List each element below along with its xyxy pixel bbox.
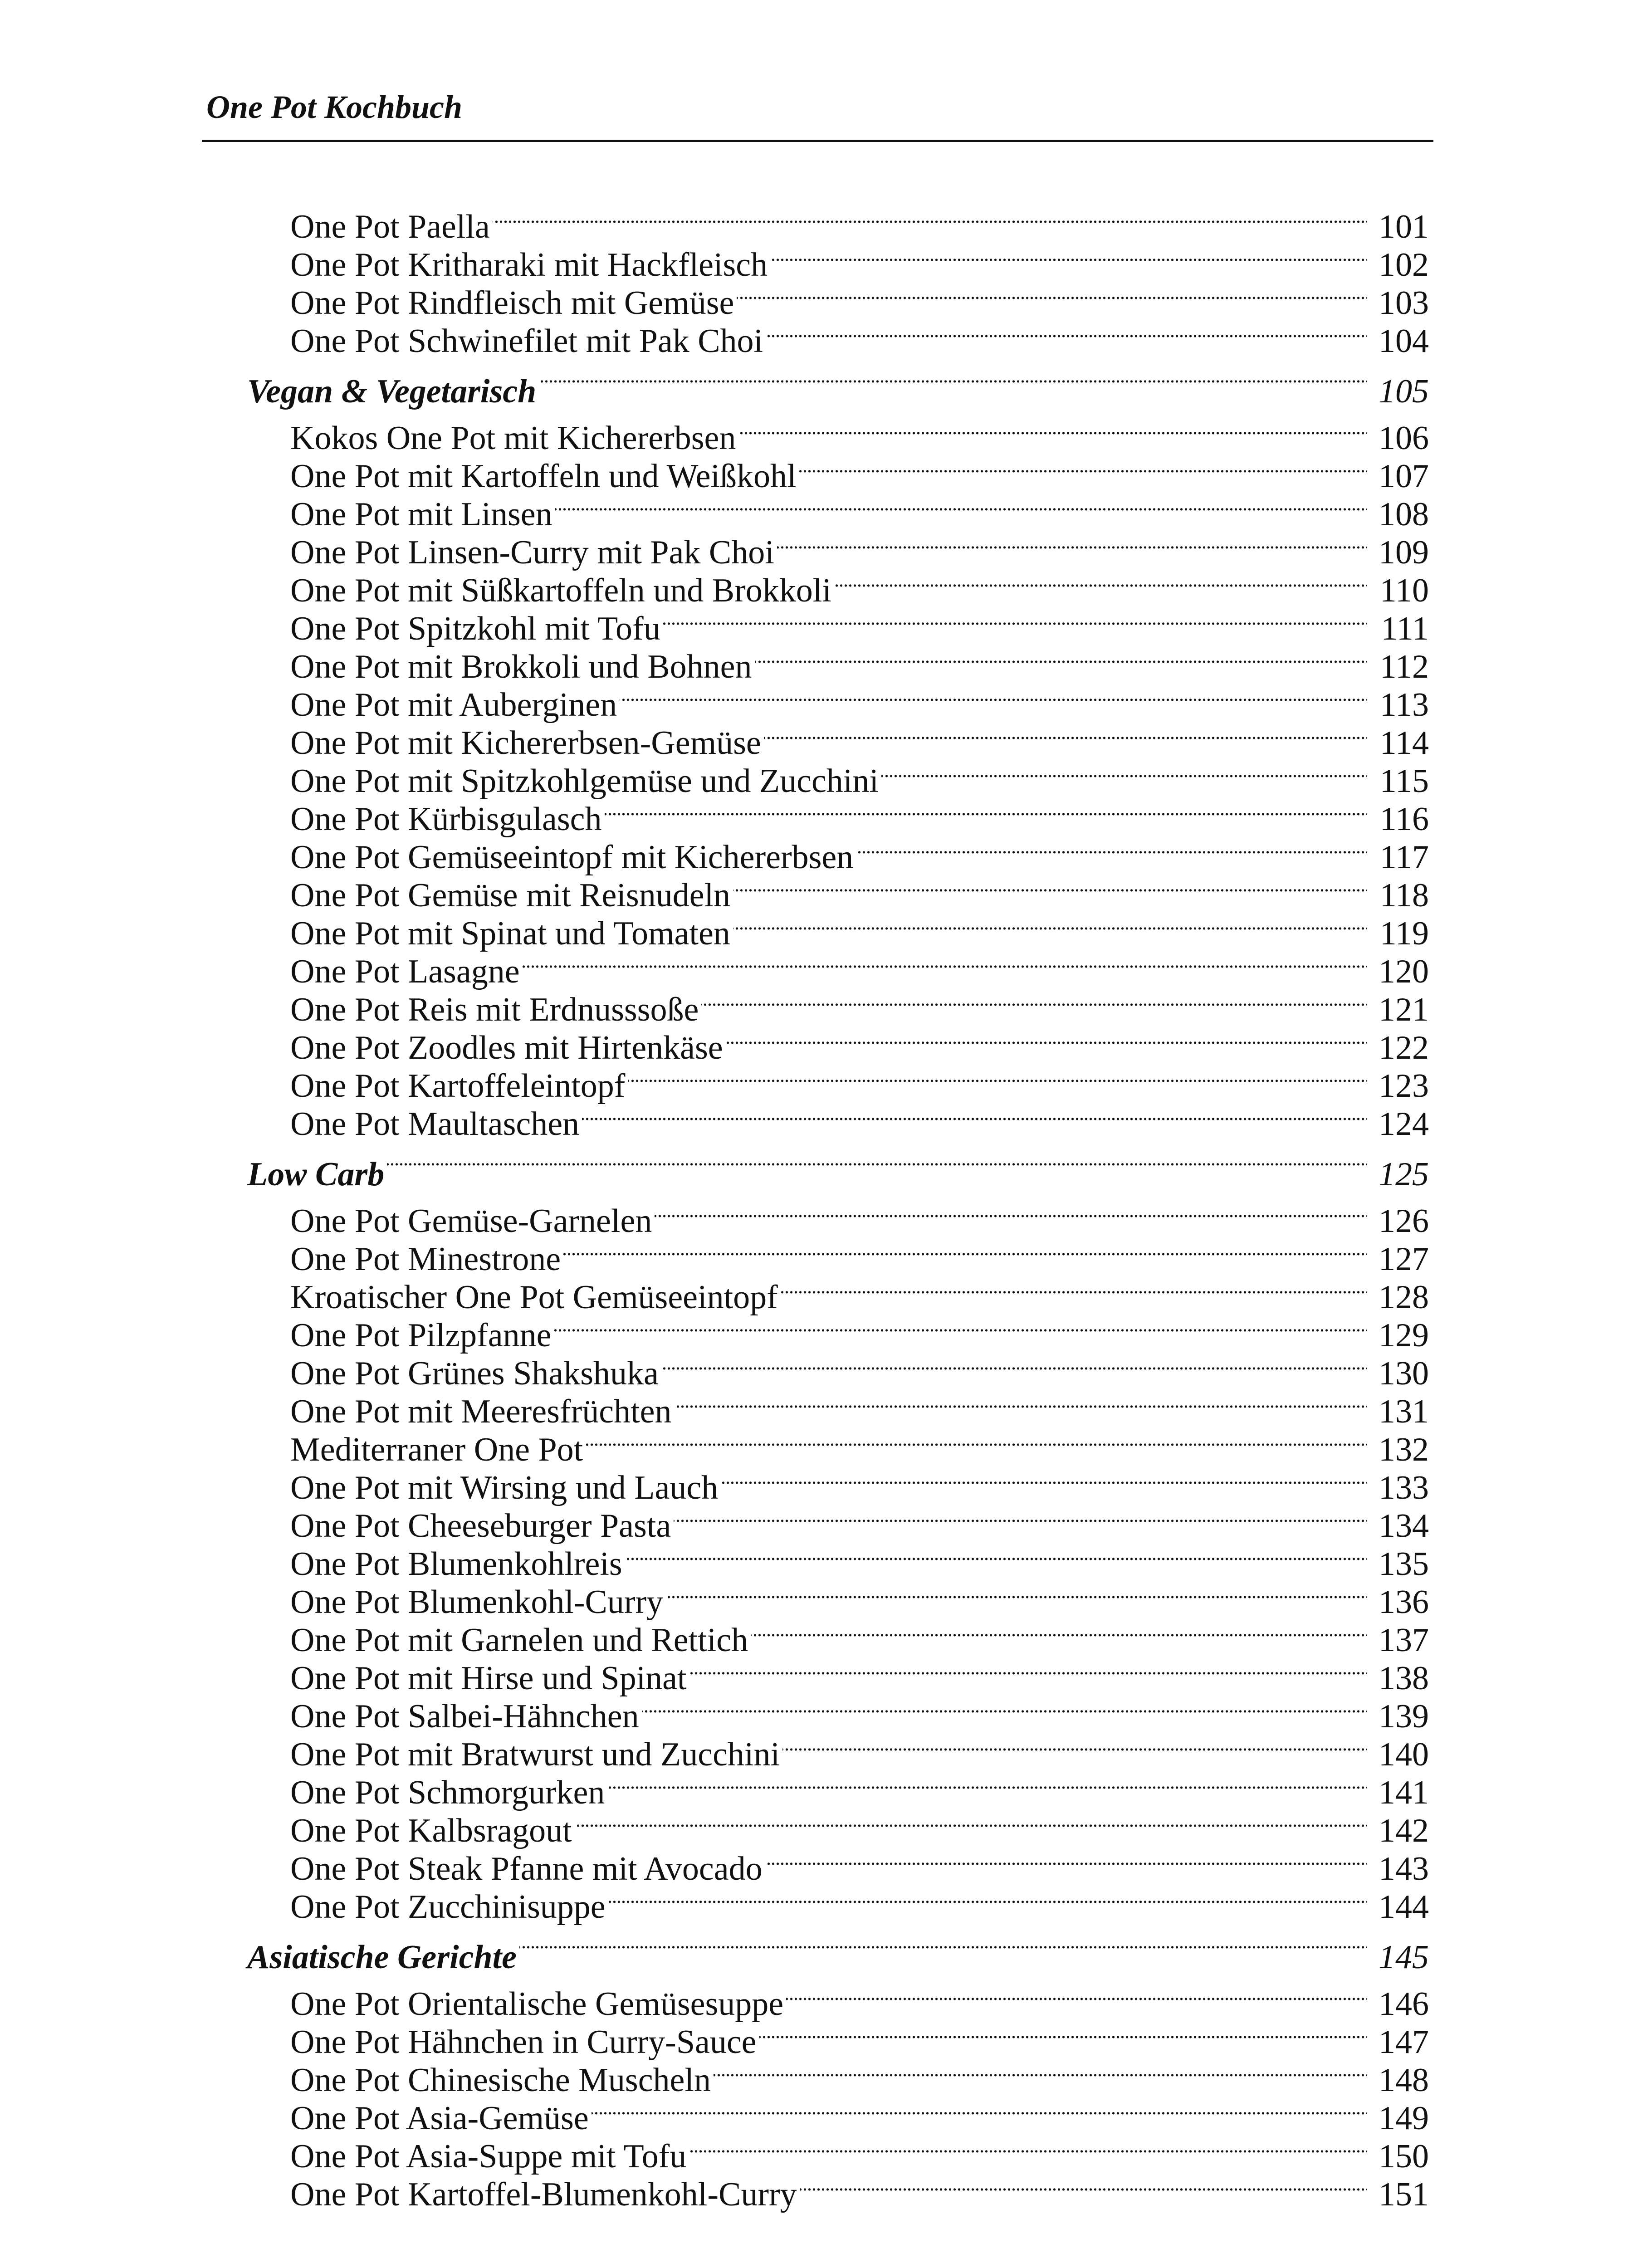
dot-leader [554,1313,1367,1346]
toc-entry-title: One Pot mit Kartoffeln und Weißkohl [290,458,797,495]
toc-entry-title: One Pot Rindfleisch mit Gemüse [290,284,734,322]
dot-leader [493,204,1367,238]
toc-entry-title: One Pot mit Bratwurst und Zucchini [290,1736,780,1773]
toc-entry[interactable] [247,1618,1429,1659]
dot-leader [856,835,1367,868]
toc-entry[interactable] [247,720,1429,762]
toc-entry[interactable] [247,1732,1429,1773]
dot-leader [620,682,1367,716]
toc-page-number: 113 [1379,686,1429,723]
toc-page-number: 135 [1379,1545,1429,1583]
toc-entry[interactable] [247,1389,1429,1430]
toc-entry-title: One Pot mit Linsen [290,496,552,533]
dot-leader [764,720,1367,754]
toc-entry[interactable] [247,2134,1429,2175]
dot-leader [834,568,1367,601]
toc-page-number: 130 [1379,1355,1429,1392]
toc-entry[interactable] [247,2172,1429,2213]
toc-entry[interactable] [247,1275,1429,1316]
toc-entry-title: One Pot mit Kichererbsen-Gemüse [290,724,761,762]
toc-entry[interactable] [247,1427,1429,1468]
dot-leader [733,911,1367,944]
toc-page-number: 128 [1379,1279,1429,1316]
toc-entry-title: One Pot Zucchinisuppe [290,1888,606,1926]
toc-entry-title: One Pot Kartoffeleintopf [290,1067,626,1105]
toc-section-title: Vegan & Vegetarisch [247,373,537,410]
toc-entry-title: Mediterraner One Pot [290,1431,583,1468]
dot-leader [608,1884,1367,1918]
toc-page-number: 148 [1379,2062,1429,2099]
toc-entry-title: One Pot mit Garnelen und Rettich [290,1622,748,1659]
toc-entry[interactable] [247,1656,1429,1697]
toc-page-number: 116 [1379,801,1429,838]
dot-leader [387,1152,1367,1185]
toc-page-number: 127 [1379,1241,1429,1278]
toc-entry-title: One Pot mit Süßkartoffeln und Brokkoli [290,572,831,609]
toc-entry-title: One Pot Blumenkohlreis [290,1545,622,1583]
toc-entry-title: One Pot Maultaschen [290,1105,580,1143]
toc-entry[interactable] [247,1503,1429,1545]
toc-entry-title: One Pot mit Spitzkohlgemüse und Zucchini [290,763,879,800]
toc-section-heading[interactable] [247,1933,1429,1981]
dot-leader [628,1063,1367,1097]
toc-page-number: 107 [1379,458,1429,495]
header-rule [202,140,1433,142]
toc-entry-title: One Pot Lasagne [290,953,520,990]
toc-entry-title: One Pot Reis mit Erdnusssoße [290,991,699,1028]
toc-section [247,367,1429,1143]
toc-page-number: 125 [1379,1156,1429,1193]
toc-page-number: 140 [1379,1736,1429,1773]
toc-page-number: 115 [1379,763,1429,800]
dot-leader [733,873,1367,906]
dot-leader [586,1427,1367,1461]
toc-page-number: 132 [1379,1431,1429,1468]
dot-leader [714,2058,1367,2091]
toc-entry-title: One Pot Chinesische Muscheln [290,2062,711,2099]
toc-page-number: 108 [1379,496,1429,533]
toc-section-title: Asiatische Gerichte [247,1939,517,1976]
dot-leader [519,1935,1367,1968]
toc-entry[interactable] [247,204,1429,245]
toc-entry-title: One Pot Grünes Shakshuka [290,1355,659,1392]
toc-page-number: 111 [1381,610,1429,647]
toc-entry-title: Kroatischer One Pot Gemüseeintopf [290,1279,778,1316]
toc-page-number: 104 [1379,323,1429,360]
dot-leader [800,2172,1367,2205]
toc-entry[interactable] [247,1063,1429,1105]
toc-entry-title: One Pot Linsen-Curry mit Pak Choi [290,534,774,571]
toc-page-number: 106 [1379,420,1429,457]
toc-entry[interactable] [247,949,1429,990]
toc-page-number: 143 [1379,1850,1429,1887]
running-header-title: One Pot Kochbuch [206,89,463,125]
toc-entry-title: One Pot Salbei-Hähnchen [290,1698,639,1735]
toc-entry-title: One Pot Kalbsragout [290,1812,572,1849]
toc-section-heading[interactable] [247,367,1429,415]
toc-entry[interactable] [247,318,1429,360]
dot-leader [555,492,1367,525]
toc-entry-title: One Pot mit Wirsing und Lauch [290,1469,719,1506]
toc-entry-title: One Pot Paella [290,208,490,245]
dot-leader [799,454,1367,487]
toc-section-heading[interactable] [247,1150,1429,1198]
toc-entry[interactable] [247,1770,1429,1811]
toc-page-number: 131 [1379,1393,1429,1430]
toc-page-number: 101 [1379,208,1429,245]
dot-leader [592,2096,1367,2129]
dot-leader [738,415,1367,449]
toc-entry[interactable] [247,568,1429,609]
toc-entry[interactable] [247,1198,1429,1240]
toc-entry[interactable] [247,242,1429,284]
dot-leader [777,530,1367,563]
toc-page-number: 109 [1379,534,1429,571]
toc-section [247,1150,1429,1926]
toc-entry-title: One Pot Gemüseeintopf mit Kichererbsen [290,839,854,876]
dot-leader [605,797,1368,830]
dot-leader [563,1237,1367,1270]
toc-page-number: 110 [1379,572,1429,609]
dot-leader [737,280,1367,314]
dot-leader [881,758,1367,792]
toc-page-number: 112 [1379,648,1429,685]
toc-entry[interactable] [247,1101,1429,1143]
dot-leader [582,1101,1367,1135]
dot-leader [726,1025,1367,1059]
toc-entry[interactable] [247,2096,1429,2137]
dot-leader [661,1351,1367,1384]
toc-entry[interactable] [247,797,1429,838]
toc-page-number: 147 [1379,2024,1429,2061]
toc-page-number: 144 [1379,1888,1429,1926]
dot-leader [781,1275,1367,1308]
toc-entry-title: One Pot mit Spinat und Tomaten [290,915,730,952]
toc-page-number: 129 [1379,1317,1429,1354]
toc-entry[interactable] [247,530,1429,571]
toc-entry-title: One Pot Blumenkohl-Curry [290,1584,664,1621]
toc-entry[interactable] [247,644,1429,685]
dot-leader [770,242,1367,276]
toc-entry[interactable] [247,1351,1429,1392]
toc-entry[interactable] [247,1579,1429,1621]
toc-entry[interactable] [247,758,1429,800]
toc-entry[interactable] [247,911,1429,952]
dot-leader [755,644,1368,678]
toc-entry[interactable] [247,454,1429,495]
toc-page-number: 117 [1379,839,1429,876]
toc-entry[interactable] [247,415,1429,457]
toc-entry-title: One Pot Hähnchen in Curry-Sauce [290,2024,757,2061]
toc-entry[interactable] [247,1884,1429,1926]
toc-page-number: 133 [1379,1469,1429,1506]
toc-entry-title: One Pot Gemüse mit Reisnudeln [290,877,731,914]
toc-page-number: 145 [1379,1939,1429,1976]
toc-page-number: 141 [1379,1774,1429,1811]
dot-leader [701,987,1367,1021]
toc-entry-title: One Pot Zoodles mit Hirtenkäse [290,1029,723,1066]
dot-leader [689,2134,1367,2167]
dot-leader [655,1198,1367,1232]
toc-entry-title: One Pot Asia-Suppe mit Tofu [290,2138,687,2175]
dot-leader [782,1732,1367,1765]
toc-entry-title: One Pot Asia-Gemüse [290,2100,589,2137]
toc-page-number: 122 [1379,1029,1429,1066]
toc-page-number: 105 [1379,373,1429,410]
dot-leader [625,1541,1367,1575]
dot-leader [751,1618,1367,1651]
dot-leader [721,1465,1367,1499]
toc-page-number: 102 [1379,246,1429,284]
toc-entry-title: One Pot mit Brokkoli und Bohnen [290,648,752,685]
dot-leader [674,1503,1367,1537]
toc-page-number: 149 [1379,2100,1429,2137]
toc-entry[interactable] [247,2058,1429,2099]
dot-leader [607,1770,1367,1804]
dot-leader [786,1981,1367,2015]
toc-entry-title: One Pot Pilzpfanne [290,1317,552,1354]
toc-entry-title: One Pot Kartoffel-Blumenkohl-Curry [290,2176,797,2213]
toc-entry[interactable] [247,280,1429,322]
toc-entry[interactable] [247,606,1429,647]
toc-entry[interactable] [247,1025,1429,1066]
toc-entry-title: One Pot Schmorgurken [290,1774,605,1811]
toc-page-number: 146 [1379,1985,1429,2023]
toc-entry-title: One Pot Kritharaki mit Hackfleisch [290,246,768,284]
dot-leader [575,1808,1367,1842]
toc-entry[interactable] [247,873,1429,914]
dot-leader [675,1389,1368,1422]
toc-entry[interactable] [247,492,1429,533]
toc-page-number: 139 [1379,1698,1429,1735]
toc-page-number: 150 [1379,2138,1429,2175]
dot-leader [642,1694,1367,1727]
toc-entry[interactable] [247,1981,1429,2023]
dot-leader [539,369,1367,402]
toc-section-title: Low Carb [247,1156,385,1193]
toc-page-number: 136 [1379,1584,1429,1621]
toc-section [247,1933,1429,2213]
toc-section [247,204,1429,360]
toc-entry[interactable] [247,1694,1429,1735]
dot-leader [663,606,1367,640]
dot-leader [666,1579,1367,1613]
toc-page-number: 118 [1379,877,1429,914]
toc-entry-title: One Pot Cheeseburger Pasta [290,1507,671,1545]
toc-entry[interactable] [247,1541,1429,1583]
toc-entry-title: One Pot Spitzkohl mit Tofu [290,610,660,647]
dot-leader [766,318,1367,352]
table-of-contents [247,204,1429,2213]
toc-page-number: 103 [1379,284,1429,322]
toc-entry-title: One Pot Kürbisgulasch [290,801,602,838]
toc-entry-title: One Pot Steak Pfanne mit Avocado [290,1850,763,1887]
dot-leader [759,2019,1367,2053]
toc-page-number: 120 [1379,953,1429,990]
toc-page-number: 151 [1379,2176,1429,2213]
toc-page-number: 126 [1379,1202,1429,1240]
toc-page-number: 124 [1379,1105,1429,1143]
toc-entry[interactable] [247,1808,1429,1849]
toc-entry-title: One Pot Minestrone [290,1241,561,1278]
toc-entry[interactable] [247,835,1429,876]
toc-page-number: 138 [1379,1660,1429,1697]
toc-entry[interactable] [247,1465,1429,1506]
toc-entry[interactable] [247,682,1429,723]
toc-page-number: 134 [1379,1507,1429,1545]
toc-entry-title: One Pot mit Auberginen [290,686,617,723]
toc-entry-title: One Pot Orientalische Gemüsesuppe [290,1985,784,2023]
toc-entry-title: Kokos One Pot mit Kichererbsen [290,420,736,457]
toc-entry-title: One Pot mit Hirse und Spinat [290,1660,687,1697]
dot-leader [765,1846,1367,1880]
toc-entry-title: One Pot mit Meeresfrüchten [290,1393,672,1430]
toc-entry[interactable] [247,2019,1429,2061]
toc-page-number: 142 [1379,1812,1429,1849]
toc-page-number: 114 [1379,724,1429,762]
toc-entry[interactable] [247,1237,1429,1278]
toc-entry[interactable] [247,1846,1429,1887]
toc-page-number: 123 [1379,1067,1429,1105]
toc-entry[interactable] [247,1313,1429,1354]
dot-leader [523,949,1367,982]
toc-entry[interactable] [247,987,1429,1028]
toc-entry-title: One Pot Gemüse-Garnelen [290,1202,652,1240]
toc-page-number: 137 [1379,1622,1429,1659]
dot-leader [689,1656,1367,1689]
toc-page-number: 119 [1379,915,1429,952]
toc-page-number: 121 [1379,991,1429,1028]
toc-entry-title: One Pot Schwinefilet mit Pak Choi [290,323,763,360]
